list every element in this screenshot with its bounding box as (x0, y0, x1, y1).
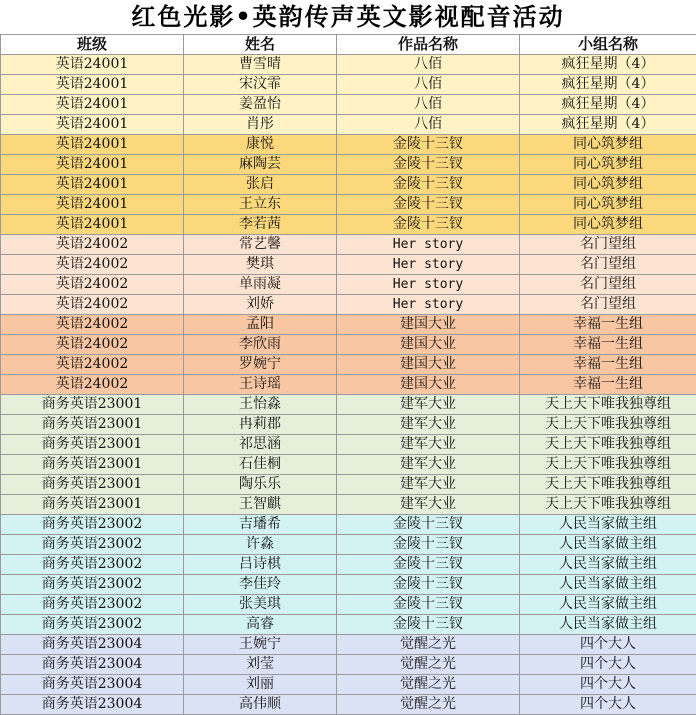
name-cell: 樊琪 (184, 255, 337, 275)
class-cell: 英语24001 (1, 175, 184, 195)
team-cell: 幸福一生组 (520, 355, 696, 375)
class-cell: 商务英语23001 (1, 495, 184, 515)
table-row (1, 575, 696, 595)
class-cell: 商务英语23004 (1, 675, 184, 695)
work-cell: 金陵十三钗 (337, 155, 520, 175)
work-cell: 建国大业 (337, 315, 520, 335)
class-cell: 商务英语23004 (1, 635, 184, 655)
work-cell: 建国大业 (337, 335, 520, 355)
class-cell: 英语24002 (1, 355, 184, 375)
table-row (1, 695, 696, 715)
table-row (1, 275, 696, 295)
work-cell: 金陵十三钗 (337, 175, 520, 195)
team-cell: 名门望组 (520, 235, 696, 255)
work-cell: 觉醒之光 (337, 675, 520, 695)
team-cell: 名门望组 (520, 275, 696, 295)
team-cell: 人民当家做主组 (520, 575, 696, 595)
name-cell: 李欣雨 (184, 335, 337, 355)
team-cell: 疯狂星期（4） (520, 75, 696, 95)
class-cell: 英语24001 (1, 215, 184, 235)
table-row (1, 415, 696, 435)
table-row (1, 615, 696, 635)
header-name: 姓名 (184, 35, 337, 55)
name-cell: 刘娇 (184, 295, 337, 315)
work-cell: Her story (337, 295, 520, 315)
name-cell: 刘丽 (184, 675, 337, 695)
table-row (1, 655, 696, 675)
team-cell: 天上天下唯我独尊组 (520, 435, 696, 455)
work-cell: 觉醒之光 (337, 635, 520, 655)
class-cell: 英语24002 (1, 295, 184, 315)
class-cell: 商务英语23002 (1, 535, 184, 555)
class-cell: 商务英语23004 (1, 655, 184, 675)
work-cell: 金陵十三钗 (337, 215, 520, 235)
name-cell: 曹雪晴 (184, 55, 337, 75)
table-row (1, 295, 696, 315)
class-cell: 英语24001 (1, 155, 184, 175)
table-row (1, 115, 696, 135)
table-row (1, 315, 696, 335)
name-cell: 高睿 (184, 615, 337, 635)
team-cell: 人民当家做主组 (520, 515, 696, 535)
work-cell: Her story (337, 255, 520, 275)
team-cell: 天上天下唯我独尊组 (520, 475, 696, 495)
name-cell: 常艺馨 (184, 235, 337, 255)
table-row (1, 515, 696, 535)
team-cell: 名门望组 (520, 295, 696, 315)
table-row (1, 195, 696, 215)
team-cell: 同心筑梦组 (520, 195, 696, 215)
work-cell: 八佰 (337, 115, 520, 135)
work-cell: 建国大业 (337, 355, 520, 375)
team-cell: 幸福一生组 (520, 315, 696, 335)
work-cell: 金陵十三钗 (337, 195, 520, 215)
class-cell: 商务英语23002 (1, 555, 184, 575)
work-cell: 觉醒之光 (337, 695, 520, 715)
class-cell: 英语24002 (1, 315, 184, 335)
team-cell: 名门望组 (520, 255, 696, 275)
table-row (1, 95, 696, 115)
table-row (1, 175, 696, 195)
work-cell: 八佰 (337, 95, 520, 115)
table-row (1, 255, 696, 275)
table-row (1, 395, 696, 415)
table-row (1, 455, 696, 475)
header-team: 小组名称 (520, 35, 696, 55)
name-cell: 宋汶霏 (184, 75, 337, 95)
team-cell: 天上天下唯我独尊组 (520, 455, 696, 475)
class-cell: 商务英语23002 (1, 595, 184, 615)
class-cell: 商务英语23001 (1, 395, 184, 415)
table-row (1, 135, 696, 155)
name-cell: 王怡淼 (184, 395, 337, 415)
work-cell: 金陵十三钗 (337, 135, 520, 155)
table-row (1, 55, 696, 75)
work-cell: Her story (337, 235, 520, 255)
name-cell: 王智麒 (184, 495, 337, 515)
team-cell: 幸福一生组 (520, 375, 696, 395)
team-cell: 人民当家做主组 (520, 615, 696, 635)
class-cell: 商务英语23002 (1, 615, 184, 635)
work-cell: 金陵十三钗 (337, 595, 520, 615)
work-cell: 八佰 (337, 75, 520, 95)
table-row (1, 635, 696, 655)
team-cell: 四个大人 (520, 695, 696, 715)
team-cell: 疯狂星期（4） (520, 115, 696, 135)
table-row (1, 355, 696, 375)
class-cell: 英语24002 (1, 255, 184, 275)
table-row (1, 235, 696, 255)
name-cell: 冉莉郡 (184, 415, 337, 435)
work-cell: 金陵十三钗 (337, 575, 520, 595)
work-cell: 金陵十三钗 (337, 535, 520, 555)
class-cell: 英语24001 (1, 55, 184, 75)
class-cell: 英语24001 (1, 75, 184, 95)
roster-table (0, 34, 696, 715)
name-cell: 祁思涵 (184, 435, 337, 455)
name-cell: 姜盈怡 (184, 95, 337, 115)
table-row (1, 375, 696, 395)
name-cell: 单雨凝 (184, 275, 337, 295)
team-cell: 幸福一生组 (520, 335, 696, 355)
name-cell: 高伟顺 (184, 695, 337, 715)
team-cell: 天上天下唯我独尊组 (520, 495, 696, 515)
work-cell: 金陵十三钗 (337, 515, 520, 535)
name-cell: 吉璠希 (184, 515, 337, 535)
name-cell: 吕诗棋 (184, 555, 337, 575)
class-cell: 商务英语23002 (1, 515, 184, 535)
team-cell: 四个大人 (520, 675, 696, 695)
header-work: 作品名称 (337, 35, 520, 55)
header-row (1, 35, 696, 55)
name-cell: 孟阳 (184, 315, 337, 335)
team-cell: 同心筑梦组 (520, 135, 696, 155)
page-title: 红色光影•英韵传声英文影视配音活动 (131, 2, 565, 31)
work-cell: 建军大业 (337, 455, 520, 475)
name-cell: 李若茜 (184, 215, 337, 235)
class-cell: 英语24001 (1, 115, 184, 135)
work-cell: 八佰 (337, 55, 520, 75)
class-cell: 商务英语23001 (1, 475, 184, 495)
team-cell: 四个大人 (520, 635, 696, 655)
class-cell: 英语24001 (1, 135, 184, 155)
work-cell: 建军大业 (337, 395, 520, 415)
table-row (1, 435, 696, 455)
name-cell: 张美琪 (184, 595, 337, 615)
team-cell: 天上天下唯我独尊组 (520, 415, 696, 435)
work-cell: 金陵十三钗 (337, 555, 520, 575)
name-cell: 罗婉宁 (184, 355, 337, 375)
name-cell: 许淼 (184, 535, 337, 555)
team-cell: 疯狂星期（4） (520, 95, 696, 115)
class-cell: 英语24002 (1, 375, 184, 395)
work-cell: 建军大业 (337, 495, 520, 515)
table-row (1, 335, 696, 355)
class-cell: 商务英语23004 (1, 695, 184, 715)
name-cell: 康悦 (184, 135, 337, 155)
name-cell: 王婉宁 (184, 635, 337, 655)
table-row (1, 535, 696, 555)
table-row (1, 595, 696, 615)
team-cell: 疯狂星期（4） (520, 55, 696, 75)
class-cell: 英语24001 (1, 195, 184, 215)
team-cell: 人民当家做主组 (520, 555, 696, 575)
team-cell: 人民当家做主组 (520, 535, 696, 555)
work-cell: 建军大业 (337, 435, 520, 455)
table-row (1, 555, 696, 575)
team-cell: 同心筑梦组 (520, 215, 696, 235)
name-cell: 石佳桐 (184, 455, 337, 475)
header-class: 班级 (1, 35, 184, 55)
name-cell: 张启 (184, 175, 337, 195)
name-cell: 肖彤 (184, 115, 337, 135)
name-cell: 刘莹 (184, 655, 337, 675)
work-cell: 觉醒之光 (337, 655, 520, 675)
name-cell: 王诗瑶 (184, 375, 337, 395)
work-cell: 建军大业 (337, 475, 520, 495)
class-cell: 英语24002 (1, 335, 184, 355)
table-row (1, 75, 696, 95)
class-cell: 商务英语23001 (1, 455, 184, 475)
class-cell: 英语24001 (1, 95, 184, 115)
class-cell: 英语24002 (1, 235, 184, 255)
work-cell: 建国大业 (337, 375, 520, 395)
team-cell: 天上天下唯我独尊组 (520, 395, 696, 415)
class-cell: 商务英语23001 (1, 435, 184, 455)
team-cell: 人民当家做主组 (520, 595, 696, 615)
name-cell: 麻陶芸 (184, 155, 337, 175)
team-cell: 同心筑梦组 (520, 155, 696, 175)
team-cell: 四个大人 (520, 655, 696, 675)
table-row (1, 155, 696, 175)
table-body (1, 55, 696, 715)
class-cell: 商务英语23002 (1, 575, 184, 595)
class-cell: 商务英语23001 (1, 415, 184, 435)
table-row (1, 675, 696, 695)
table-row (1, 475, 696, 495)
work-cell: Her story (337, 275, 520, 295)
team-cell: 同心筑梦组 (520, 175, 696, 195)
name-cell: 王立东 (184, 195, 337, 215)
table-row (1, 495, 696, 515)
table-row (1, 215, 696, 235)
work-cell: 金陵十三钗 (337, 615, 520, 635)
name-cell: 陶乐乐 (184, 475, 337, 495)
class-cell: 英语24002 (1, 275, 184, 295)
work-cell: 建军大业 (337, 415, 520, 435)
name-cell: 李佳玲 (184, 575, 337, 595)
